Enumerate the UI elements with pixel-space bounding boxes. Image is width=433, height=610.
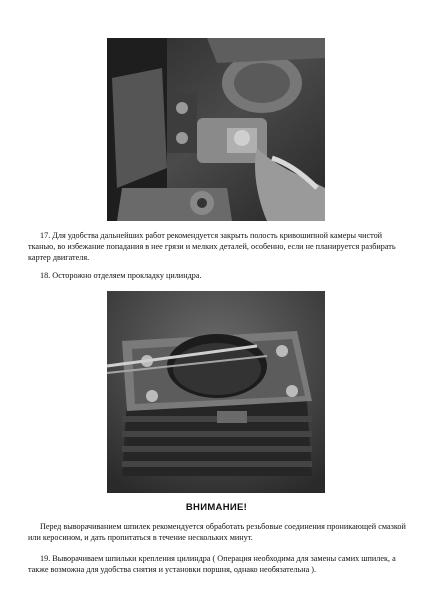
engine-crankcase-photo (107, 38, 325, 221)
paragraph-step-18: 18. Осторожно отделяем прокладку цилиндра. (40, 271, 202, 280)
warning-text: Перед выворачиванием шпилек рекомендуется обработать резьбовые соединения проникающей смазкой или керосином, и дать пропитаться в течение нескольких минут. (28, 522, 406, 543)
paragraph-step-19: 19. Выворачиваем шпильки крепления цилиндра ( Операция необходима для замены самих шпилек, а также возможна для удобства снятия и установки поршня, однако необязательна ). (28, 554, 396, 575)
warning-heading: ВНИМАНИЕ! (185, 502, 248, 513)
cylinder-gasket-photo (107, 291, 325, 493)
paragraph-step-17: 17. Для удобства дальнейших работ рекомендуется закрыть полость кривошипной камеры чистой тканью, во избежание попадания в нее грязи и мелких деталей, особенно, если не планируется разбирать картер двигателя. (28, 231, 396, 263)
